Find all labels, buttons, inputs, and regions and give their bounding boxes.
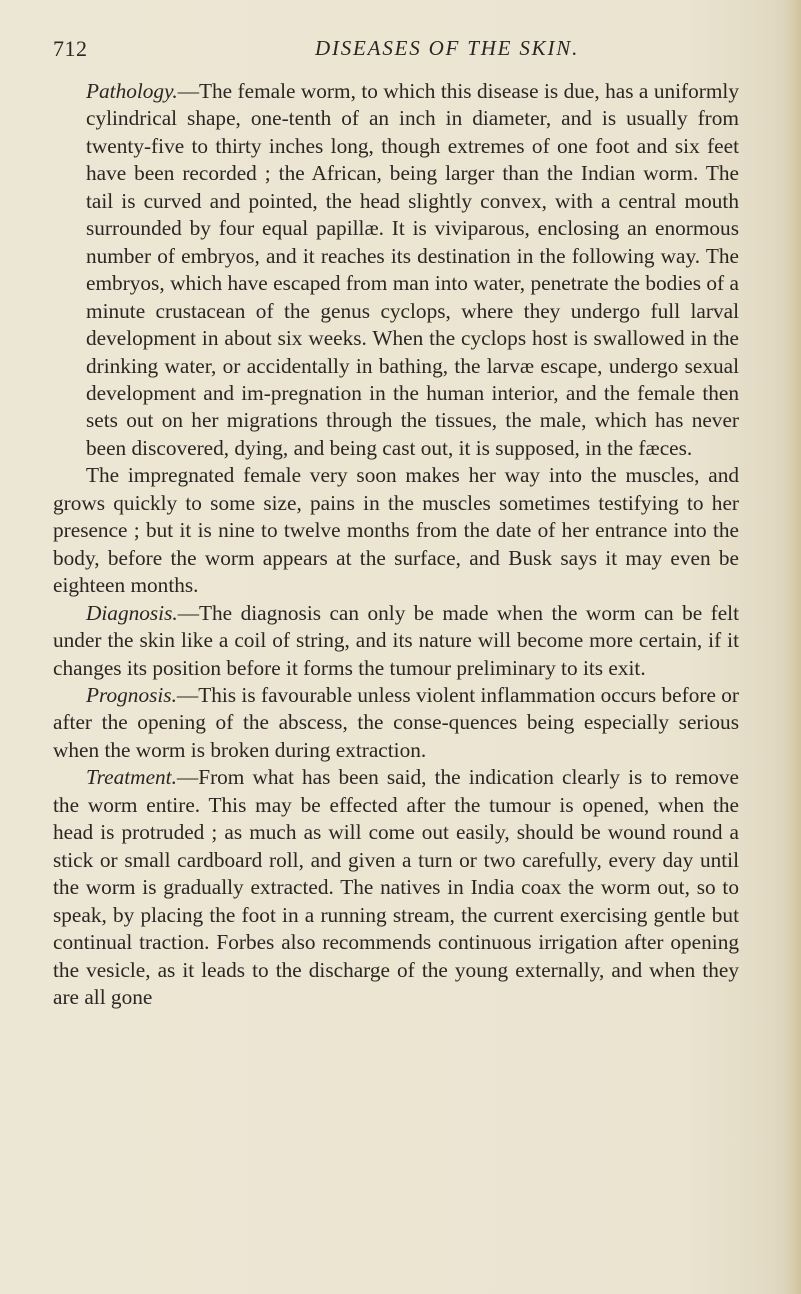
paragraph-pathology <box>53 78 739 462</box>
paragraph-text: —From what has been said, the indication clearly is to remove the worm entire. This may be effected after the tumour is opened, when the head is protruded ; as much as will come out easily, should be wound round a stick or small cardboard roll, and given a turn or two carefully, every day until the worm is gradually extracted. The natives in India coax the worm out, so to speak, by placing the foot in a running stream, the current exercising gentle but continual traction. Forbes also recommends continuous irrigation after opening the vesicle, as it leads to the discharge of the young externally, and when they are all gone <box>53 765 739 1009</box>
page-edge-shadow <box>785 0 801 1294</box>
paragraph-text: The impregnated female very soon makes her way into the muscles, and grows quickly to some size, pains in the muscles sometimes testifying to her presence ; but it is nine to twelve months from the date of her entrance into the body, before the worm appears at the surface, and Busk says it may even be eighteen months. <box>53 463 739 598</box>
running-head <box>53 36 753 66</box>
paragraph-text: —The diagnosis can only be made when the worm can be felt under the skin like a coil of string, and its nature will become more certain, if it changes its position before it forms the tumour preliminary to its exit. <box>53 600 739 680</box>
paragraph-text: —The female worm, to which this disease is due, has a uniformly cylindrical shape, one-tenth of an inch in diameter, and is usually from twenty-five to thirty inches long, though extremes of one foot and six feet have been recorded ; the African, being larger than the Indian worm. The tail is curved and pointed, the head slightly convex, with a central mouth surrounded by four equal papillæ. It is viviparous, enclosing an enormous number of embryos, and it reaches its destination in the following way. The embryos, which have escaped from man into water, penetrate the bodies of a minute crustacean of the genus cyclops, where they undergo full larval development in about six weeks. When the cyclops host is swallowed in the drinking water, or accidentally in bathing, the larvæ escape, undergo sexual development and im-pregnation in the human interior, and the female then sets out on her migrations through the tissues, the male, which has never been discovered, dying, and being cast out, it is supposed, in the fæces. <box>86 79 739 460</box>
paragraph-impregnated-female <box>53 462 739 599</box>
paragraph-prognosis <box>53 682 739 764</box>
section-heading-diagnosis: Diagnosis. <box>86 600 178 625</box>
paragraph-text: —This is favourable unless violent inflammation occurs before or after the opening of the abscess, the conse-quences being especially serious when the worm is broken during extraction. <box>53 682 739 762</box>
section-heading-treatment: Treatment. <box>86 765 177 790</box>
section-heading-prognosis: Prognosis. <box>86 682 177 707</box>
paragraph-treatment <box>53 764 739 1011</box>
body-text <box>53 78 739 1011</box>
page-number: 712 <box>53 36 88 61</box>
paragraph-diagnosis <box>53 600 739 682</box>
running-title: DISEASES OF THE SKIN. <box>315 36 580 60</box>
section-heading-pathology: Pathology. <box>86 79 178 103</box>
